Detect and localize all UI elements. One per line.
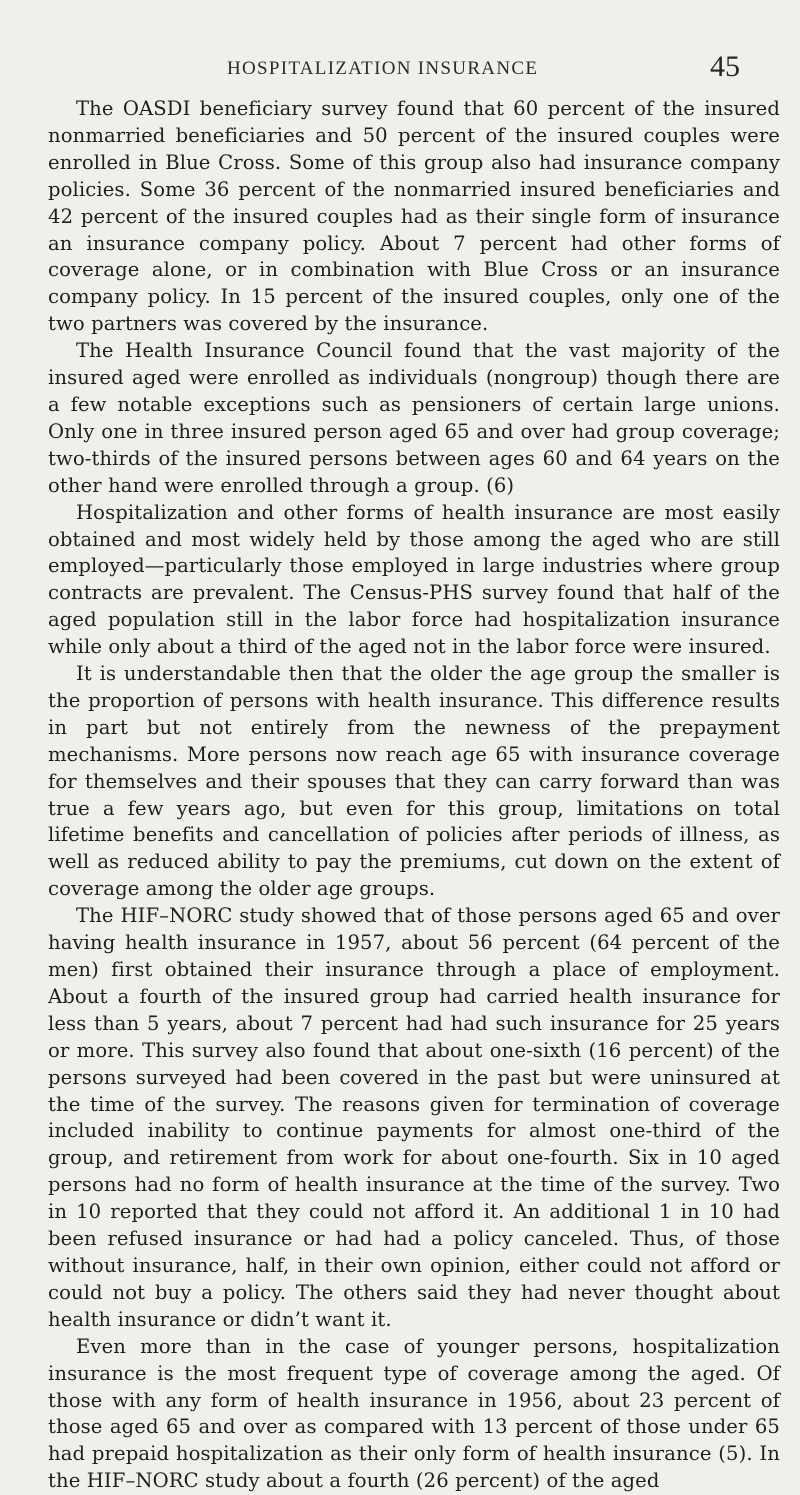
paragraph-oasdi-survey: The OASDI beneficiary survey found that 60 percent of the insured nonmarried beneficiaries and 50 percent of the insured couples were enrolled in Blue Cross. Some of this group also had insurance company policies. Some 36 percent of the nonmarried insured beneficiaries and 42 percent of the insured couples had as their single form of insurance an insurance company policy. About 7 percent had other forms of coverage alone, or in combination with Blue Cross or an insurance company policy. In 15 percent of the insured couples, only one of the two partners was covered by the insurance. — [48, 97, 780, 336]
body-text — [48, 96, 780, 1495]
paragraph-employment-coverage: Hospitalization and other forms of health insurance are most easily obtained and most widely held by those among the aged who are still employed—particularly those employed in large industries where group contracts are prevalent. The Census-PHS survey found that half of the aged population still in the labor force had hospitalization insurance while only about a third of the aged not in the labor force were insured. — [48, 500, 780, 659]
running-title: HOSPITALIZATION INSURANCE — [227, 58, 539, 79]
paragraph-hif-norc-study: The HIF–NORC study showed that of those persons aged 65 and over having health insurance in 1957, about 56 percent (64 percent of the men) first obtained their insurance through a place of employment. About a fourth of the insured group had carried health insurance for less than 5 years, about 7 percent had had such insurance for 25 years or more. This survey also found that about one-sixth (16 percent) of the persons surveyed had been covered in the past but were uninsured at the time of the survey. The reasons given for termination of coverage included inability to continue payments for almost one-third of the group, and retirement from work for about one-fourth. Six in 10 aged persons had no form of health insurance at the time of the survey. Two in 10 reported that they could not afford it. An additional 1 in 10 had been refused insurance or had had a policy canceled. Thus, of those without insurance, half, in their own opinion, either could not afford or could not buy a policy. The others said they had never thought about health insurance or didn’t want it. — [48, 904, 780, 1331]
running-header — [0, 50, 800, 83]
paragraph-health-insurance-council: The Health Insurance Council found that the vast majority of the insured aged were enrolled as individuals (nongroup) though there are a few notable exceptions such as pensioners of certain large unions. Only one in three insured person aged 65 and over had group coverage; two-thirds of the insured persons between ages 60 and 64 years on the other hand were enrolled through a group. (6) — [48, 339, 780, 497]
page-number: 45 — [710, 50, 740, 83]
paragraph-hospitalization-frequency: Even more than in the case of younger persons, hospitalization insurance is the most frequent type of coverage among the aged. Of those with any form of health insurance in 1956, about 23 percent of those aged 65 and over as compared with 13 percent of those under 65 had prepaid hospitalization as their only form of health insurance (5). In the HIF–NORC study about a fourth (26 percent) of the aged — [48, 1334, 780, 1493]
paragraph-age-group-proportion: It is understandable then that the older the age group the smaller is the proportion of persons with health insurance. This difference results in part but not entirely from the newness of the prepayment mechanisms. More persons now reach age 65 with insurance coverage for themselves and their spouses that they can carry forward than was true a few years ago, but even for this group, limitations on total lifetime benefits and cancellation of policies after periods of illness, as well as reduced ability to pay the premiums, cut down on the extent of coverage among the older age groups. — [48, 662, 780, 901]
